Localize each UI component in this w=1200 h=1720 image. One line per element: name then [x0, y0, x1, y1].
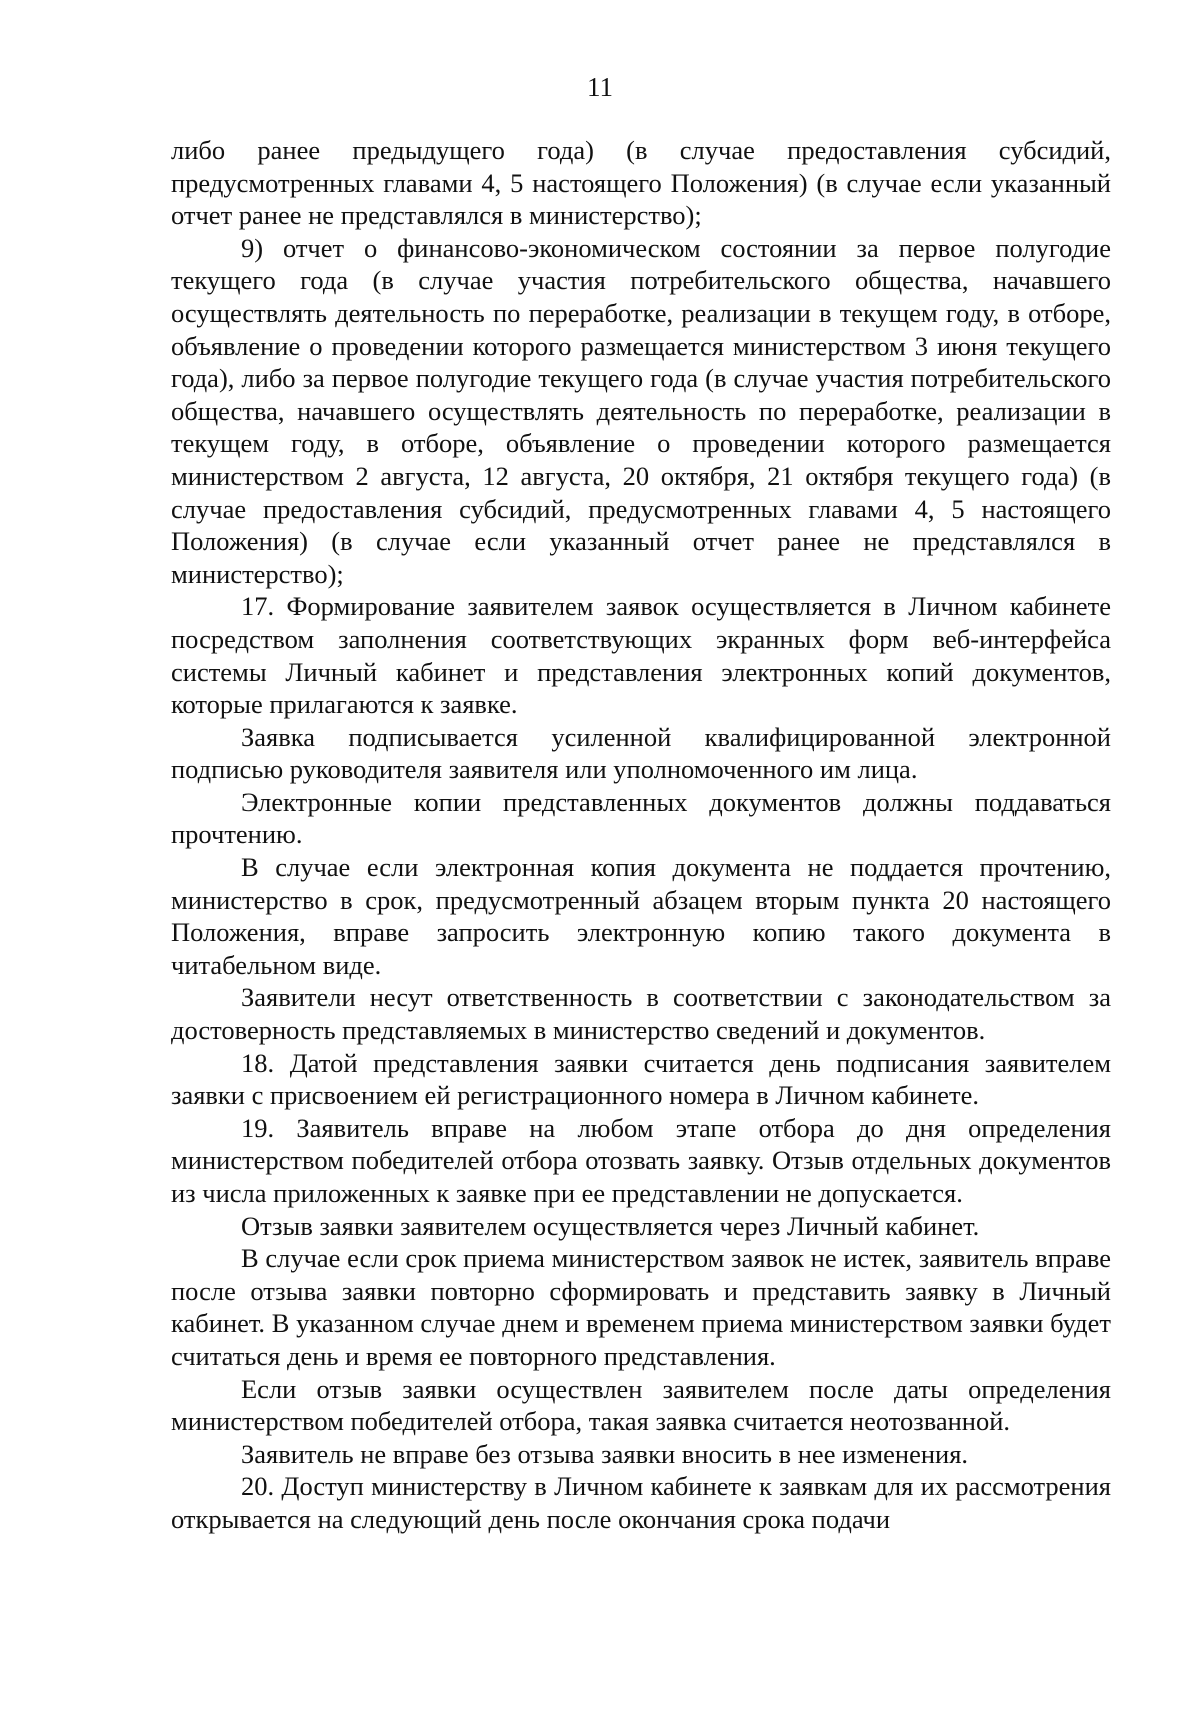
paragraph-no-changes: Заявитель не вправе без отзыва заявки вносить в нее изменения. [241, 1438, 969, 1469]
document-body [171, 134, 1111, 1536]
paragraph-readable: Электронные копии представленных документов должны поддаваться прочтению. [171, 786, 1111, 850]
paragraph-signature: Заявка подписывается усиленной квалифицированной электронной подписью руководителя заявителя или уполномоченного им лица. [171, 721, 1111, 785]
paragraph-item-9: 9) отчет о финансово-экономическом состоянии за первое полугодие текущего года (в случае участия потребительского общества, начавшего осуществлять деятельность по переработке, реализации в текущем году, в отборе, объявление о проведении которого размещается министерством 3 июня текущего года), либо за первое полугодие текущего года (в случае участия потребительского общества, начавшего осуществлять деятельность по переработке, реализации в текущем году, в отборе, объявление о проведении которого размещается министерством 2 августа, 12 августа, 20 октября, 21 октября текущего года) (в случае предоставления субсидий, предусмотренных главами 4, 5 настоящего Положения) (в случае если указанный отчет ранее не представлялся в министерство); [171, 232, 1111, 589]
paragraph-late-withdraw: Если отзыв заявки осуществлен заявителем после даты определения министерством победителей отбора, такая заявка считается неотозванной. [171, 1373, 1111, 1437]
paragraph-unreadable: В случае если электронная копия документа не поддается прочтению, министерство в срок, предусмотренный абзацем вторым пункта 20 настоящего Положения, вправе запросить электронную копию такого документа в читабельном виде. [171, 852, 1111, 980]
paragraph-item-18: 18. Датой представления заявки считается день подписания заявителем заявки с присвоением ей регистрационного номера в Личном кабинете. [171, 1047, 1111, 1111]
paragraph-withdraw: Отзыв заявки заявителем осуществляется через Личный кабинет. [241, 1210, 980, 1241]
paragraph-item-17: 17. Формирование заявителем заявок осуществляется в Личном кабинете посредством заполнения соответствующих экранных форм веб-интерфейса системы Личный кабинет и представления электронных копий документов, которые прилагаются к заявке. [171, 591, 1111, 720]
paragraph-responsibility: Заявители несут ответственность в соответствии с законодательством за достоверность представляемых в министерство сведений и документов. [171, 982, 1111, 1046]
page-number: 11 [587, 72, 613, 102]
paragraph-item-20: 20. Доступ министерству в Личном кабинете к заявкам для их рассмотрения открывается на следующий день после окончания срока подачи [171, 1471, 1111, 1534]
paragraph-resubmit: В случае если срок приема министерством заявок не истек, заявитель вправе после отзыва заявки повторно сформировать и представить заявку в Личный кабинет. В указанном случае днем и временем приема министерством заявки будет считаться день и время ее повторного представления. [171, 1243, 1111, 1371]
paragraph-item-19: 19. Заявитель вправе на любом этапе отбора до дня определения министерством победителей отбора отозвать заявку. Отзыв отдельных документов из числа приложенных к заявке при ее представлении не допускается. [171, 1112, 1111, 1208]
paragraph-continuation: либо ранее предыдущего года) (в случае предоставления субсидий, предусмотренных главами 4, 5 настоящего Положения) (в случае если указанный отчет ранее не представлялся в министерство); [171, 135, 1111, 231]
